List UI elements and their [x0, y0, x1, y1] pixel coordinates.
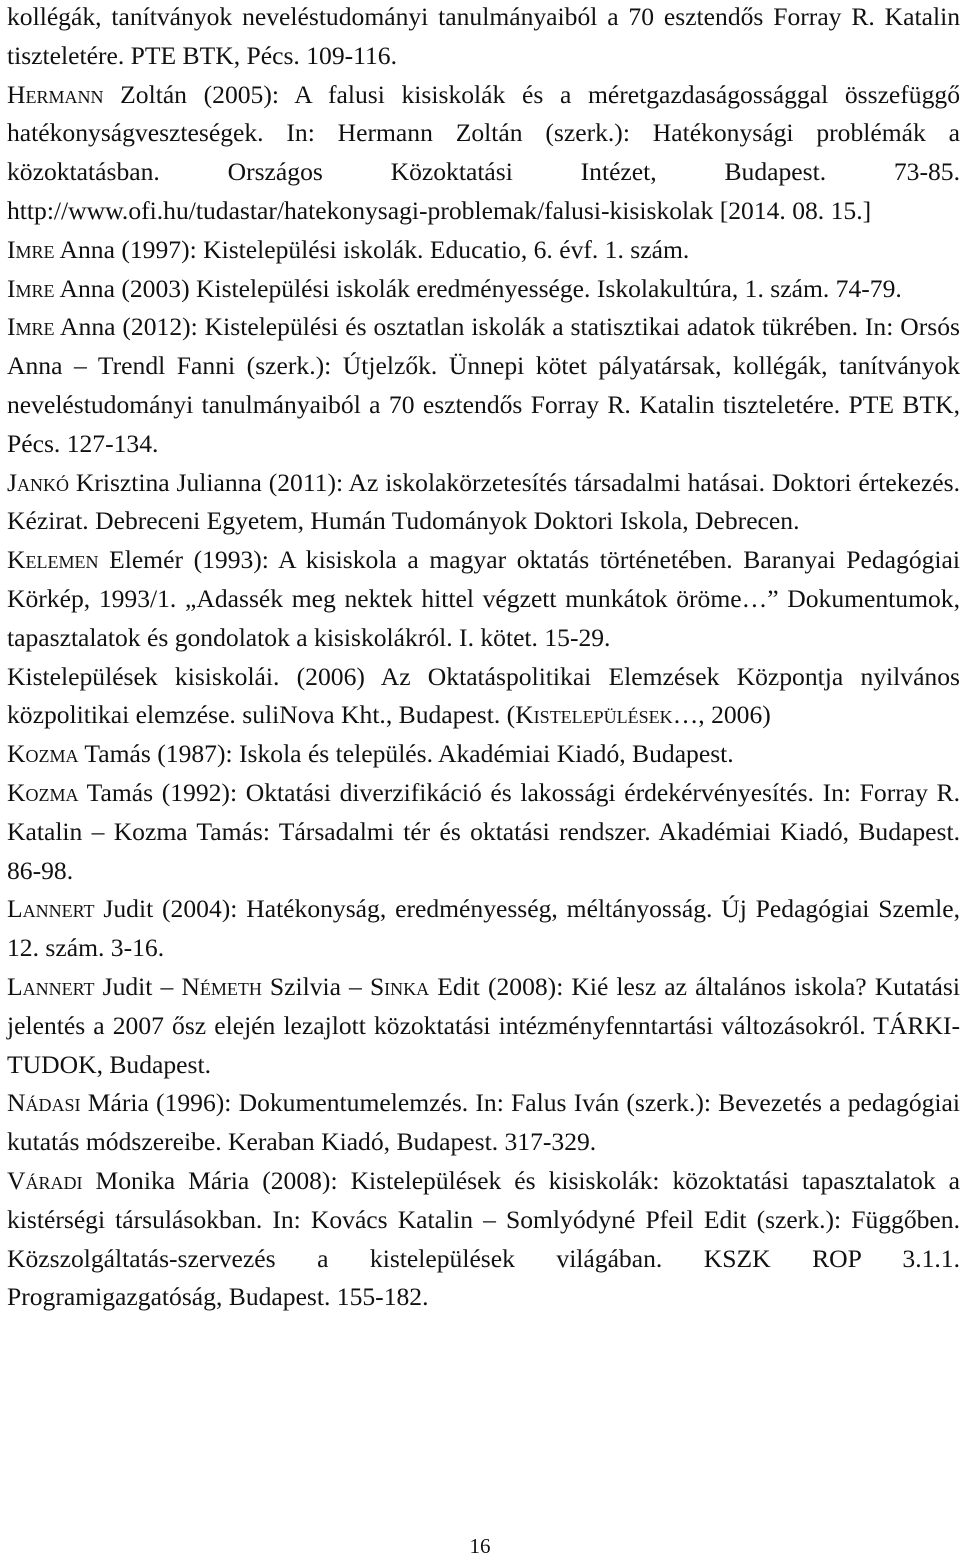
reference-text-tail: Edit (2008): Kié lesz az általános iskola? Kutatási jelentés a 2007 ősz elején lezajlott közoktatási intézményfenntartási változásokról. TÁRKI-TUDOK, Budapest. — [7, 971, 960, 1079]
reference-text: Mária (1996): Dokumentumelemzés. In: Falus Iván (szerk.): Bevezetés a pedagógiai kutatás módszereibe. Keraban Kiadó, Budapest. 317-329. — [7, 1088, 960, 1157]
reference-text: kollégák, tanítványok neveléstudományi tanulmányaiból a 70 esztendős Forray R. Katalin tiszteletére. PTE BTK, Pécs. 109-116. — [7, 2, 960, 70]
page-number: 16 — [469, 1534, 491, 1558]
reference-entry — [7, 968, 960, 1084]
smallcaps-title: Kistelepülések — [515, 700, 673, 730]
reference-entry — [7, 890, 960, 968]
reference-text-tail: Szilvia – — [261, 971, 370, 1001]
reference-text: Tamás (1987): Iskola és település. Akadémiai Kiadó, Budapest. — [78, 739, 734, 769]
reference-text: Monika Mária (2008): Kistelepülések és kisiskolák: közoktatási tapasztalatok a kistérségi társulásokban. In: Kovács Katalin – Somlyódyné Pfeil Edit (szerk.): Függőben. Közszolgáltatás-szervezés a kistelepülések világában. KSZK ROP 3.1.1. Programigazgatóság, Budapest. 155-182. — [7, 1165, 960, 1312]
reference-entry — [7, 774, 960, 890]
reference-text: Anna (2012): Kistelepülési és osztatlan iskolák a statisztikai adatok tükrében. In: Orsós Anna – Trendl Fanni (szerk.): Útjelzők. Ünnepi kötet pályatársak, kollégák, tanítványok neveléstudományi tanulmányaiból a 70 esztendős Forray R. Katalin tiszteletére. PTE BTK, Pécs. 127-134. — [7, 312, 960, 458]
author-surname: Kozma — [7, 739, 79, 769]
reference-entry — [7, 464, 960, 542]
reference-entry — [7, 1084, 960, 1162]
reference-entry — [7, 735, 960, 774]
author-surname: Lannert — [7, 894, 95, 924]
reference-text: Anna (1997): Kistelepülési iskolák. Educatio, 6. évf. 1. szám. — [54, 234, 690, 264]
author-surname: Jankó — [7, 467, 69, 497]
author-surname: Hermann — [7, 79, 104, 109]
reference-entry — [7, 0, 960, 76]
author-surname: Németh — [181, 971, 262, 1001]
reference-entry — [7, 1162, 960, 1317]
author-surname: Lannert — [7, 971, 95, 1001]
reference-text-tail: …, 2006) — [672, 700, 771, 730]
author-surname: Kozma — [7, 777, 79, 807]
reference-text: Kistelepülések kisiskolái. (2006) Az Oktatáspolitikai Elemzések Központja nyilvános közpolitikai elemzése. suliNova Kht., Budapest. ( — [7, 661, 960, 730]
reference-entry — [7, 541, 960, 657]
author-surname: Kelemen — [7, 545, 99, 575]
reference-text: Zoltán (2005): A falusi kisiskolák és a méretgazdaságossággal összefüggő hatékonyságveszteségek. In: Hermann Zoltán (szerk.): Hatékonysági problémák a közoktatásban. Országos Közoktatási Intézet, Budapest. 73-85. http://www.ofi.hu/tudastar/hatekonysagi-problemak/falusi-kisiskolak [2014. 08. 15.] — [7, 79, 960, 225]
author-surname: Imre — [7, 312, 55, 342]
author-surname: Nádasi — [7, 1088, 81, 1118]
author-surname: Imre — [7, 234, 55, 264]
reference-text: Anna (2003) Kistelepülési iskolák eredményessége. Iskolakultúra, 1. szám. 74-79. — [54, 273, 902, 303]
reference-entry — [7, 308, 960, 463]
author-surname: Váradi — [7, 1165, 83, 1195]
reference-entry — [7, 270, 960, 309]
reference-text: Elemér (1993): A kisiskola a magyar oktatás történetében. Baranyai Pedagógiai Körkép, 1993/1. „Adassék meg nektek hittel végzett munkátok öröme…” Dokumentumok, tapasztalatok és gondolatok a kisiskolákról. I. kötet. 15-29. — [7, 545, 960, 652]
author-surname: Sinka — [369, 971, 430, 1001]
reference-text: Judit (2004): Hatékonyság, eredményesség, méltányosság. Új Pedagógiai Szemle, 12. szám. 3-16. — [7, 894, 960, 963]
reference-text: Tamás (1992): Oktatási diverzifikáció és lakossági érdekérvényesítés. In: Forray R. Katalin – Kozma Tamás: Társadalmi tér és oktatási rendszer. Akadémiai Kiadó, Budapest. 86-98. — [7, 777, 960, 885]
author-surname: Imre — [7, 273, 55, 303]
reference-list — [7, 0, 960, 1317]
reference-entry — [7, 231, 960, 270]
reference-entry — [7, 658, 960, 736]
reference-text: Judit – — [94, 971, 182, 1001]
reference-text: Krisztina Julianna (2011): Az iskolakörzetesítés társadalmi hatásai. Doktori értekezés. Kézirat. Debreceni Egyetem, Humán Tudományok Doktori Iskola, Debrecen. — [7, 467, 960, 536]
reference-entry — [7, 76, 960, 231]
